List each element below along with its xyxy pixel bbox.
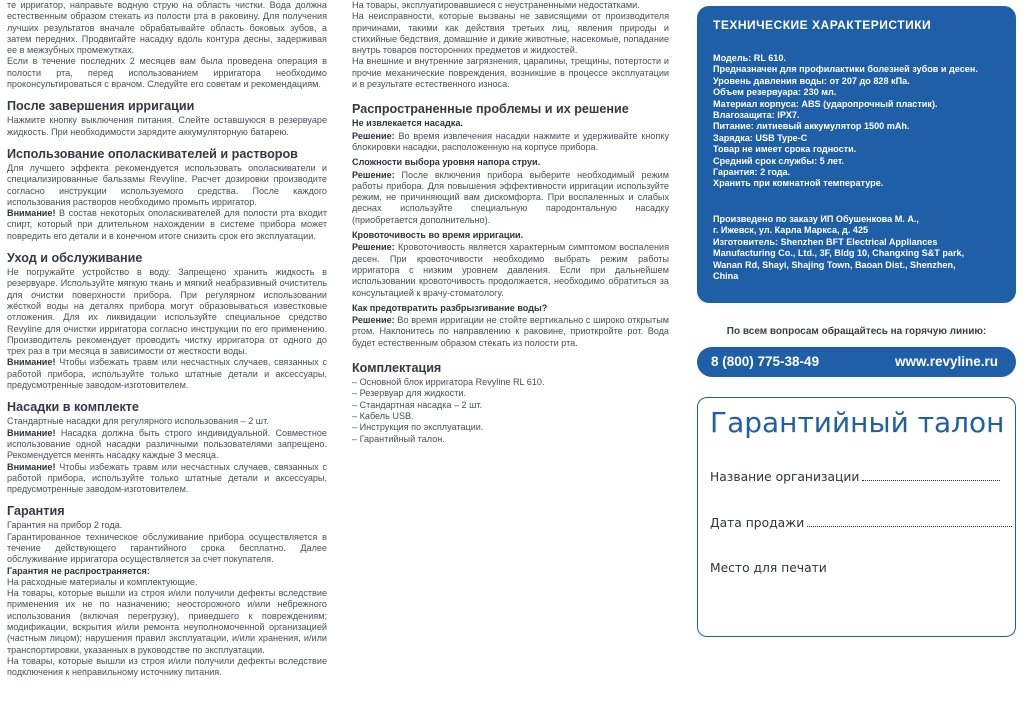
warning-paragraph [7, 357, 327, 391]
manufacturer-line: Manufacturing Co., Ltd., 3F, Bldg 10, Changxing S&T park, [713, 248, 965, 259]
stamp-field [710, 561, 827, 575]
manufacturer-line: China [713, 270, 739, 281]
warranty-card [697, 397, 1016, 637]
paragraph: На товары, которые вышли из строя и/или получили дефекты вследствие подключения к неправильному источнику питания. [7, 655, 327, 678]
instructions-column-1 [7, 0, 327, 679]
spec-line: Хранить при комнатной температуре. [713, 178, 884, 189]
paragraph: Гарантия на прибор 2 года. [7, 520, 123, 531]
not-covered-label: Гарантия не распространяется: [7, 565, 150, 576]
list-item: – Стандартная насадка – 2 шт. [352, 399, 483, 410]
warning-paragraph [7, 428, 327, 462]
spec-line: Уровень давления воды: от 207 до 828 кПа. [713, 75, 910, 86]
solution-text: Кровоточивость является характерным симптомом воспаления десен. При кровоточивости необходимо выбрать режим работы ирригатора с низким уровнем давления. Если при дальнейшем использовании кровоточивость продолжается, необходимо обратиться за консультацией к врачу-стоматологу. [352, 242, 669, 298]
hotline-phone[interactable]: 8 (800) 775-38-49 [711, 354, 820, 369]
section-title-warranty: Гарантия [7, 504, 65, 519]
section-title-problems: Распространенные проблемы и их решение [352, 102, 629, 117]
manufacturer-line: Wanan Rd, Shayi, Shajing Town, Baoan Dist., Shenzhen, [713, 259, 956, 270]
paragraph: На товары, эксплуатировавшиеся с неустраненными недостатками. [352, 0, 640, 10]
solution-label: Решение: [352, 130, 395, 141]
warranty-card-title: Гарантийный талон [710, 406, 1005, 439]
problem-answer [352, 170, 669, 226]
warning-label: Внимание! [7, 461, 56, 472]
paragraph [7, 566, 327, 577]
paragraph: Стандартные насадки для регулярного использования – 2 шт. [7, 416, 269, 427]
problem-answer [352, 242, 669, 298]
paragraph: Если в течение последних 2 месяцев вам была проведена операция в полости рта, перед использованием ирригатора необходимо проконсультироваться с врачом. Следуйте его советам и рекомендациям. [7, 56, 327, 90]
specs-title: ТЕХНИЧЕСКИЕ ХАРАКТЕРИСТИКИ [713, 18, 932, 32]
problem-answer [352, 131, 669, 154]
paragraph: Не погружайте устройство в воду. Запрещено хранить жидкость в резервуаре. Используйте мягкую ткань и мягкий неабразивный очиститель для очистки поверхности прибора. При регулярном использовании жёсткой воды на деталях прибора могут образовываться известковые отложения. Для их ликвидации используйте специальное средство Revyline для очистки ирригатора согласно инструкции по его применению. Производитель рекомендует проводить чистку ирригатора от одного до трех раз в три месяца в зависимости от жесткости воды. [7, 267, 327, 357]
paragraph: На неисправности, которые вызваны не зависящими от производителя причинами, такими как действия третьих лиц, явления природы и стихийные бедствия, домашние и дикие животные, насекомые, попадание внутрь товаров посторонних предметов и жидкостей. [352, 11, 669, 56]
solution-text: Во время ирригации не стойте вертикально с широко открытым ртом. Наклонитесь по направлению к раковине, приоткройте рот. Вода будет естественным образом стекать из полости рта. [352, 315, 669, 348]
problem-item [352, 157, 669, 226]
paragraph: Для лучшего эффекта рекомендуется использовать ополаскиватели и специализированные бальзамы Revyline. Расчет дозировки производите согласно инструкции используемого средства. После каждого использования растворов необходимо промыть ирригатор. [7, 162, 327, 207]
warning-label: Внимание! [7, 427, 56, 438]
paragraph: На расходные материалы и комплектующие. [7, 576, 198, 587]
solution-label: Решение: [352, 242, 395, 253]
problem-question: Как предотвратить разбрызгивание воды? [352, 302, 548, 313]
spec-line: Предназначен для профилактики болезней зубов и десен. [713, 64, 978, 75]
warning-label: Внимание! [7, 357, 56, 368]
list-item: – Основной блок ирригатора Revyline RL 610. [352, 377, 545, 388]
list-item: – Кабель USB. [352, 410, 414, 421]
manufacturer-info [713, 214, 1000, 282]
problem-item [352, 303, 669, 349]
paragraph: те ирригатор, направьте водную струю на область чистки. Вода должна естественным образом стекать из полости рта в раковину. Для получения лучших результатов вначале обрабатывайте область боковых зубов, а затем передних. Продвигайте насадку вдоль контура десны, задерживая ее в межзубных промежутках. [7, 0, 327, 56]
solution-text: Во время извлечения насадки нажмите и удерживайте кнопку блокировки насадки, расположенную на корпусе прибора. [352, 130, 669, 152]
spec-line: Модель: RL 610. [713, 53, 786, 63]
specs-list [713, 53, 1000, 190]
section-title-rinse: Использование ополаскивателей и растворов [7, 146, 298, 161]
solution-label: Решение: [352, 169, 395, 180]
solution-text: После включения прибора выберите необходимый режим работы прибора. Для повышения эффективности ирригации используйте режим, не причиняющий вам дискомфорта. При воспаленных и слабых деснах используйте специальную пародонтальную насадку (приобретается дополнительно). [352, 169, 669, 225]
problem-question: Не извлекается насадка. [352, 118, 463, 129]
sale-date-field [710, 516, 1012, 530]
kit-list [352, 377, 669, 445]
paragraph: Гарантированное техническое обслуживание прибора осуществляется в течение действующего гарантийного срока бесплатно. Далее обслуживание ирригатора осуществляется за счет покупателя. [7, 531, 327, 565]
solution-label: Решение: [352, 315, 395, 326]
spec-line: Объем резервуара: 230 мл. [713, 87, 837, 98]
warning-text: Насадка должна быть строго индивидуальной. Совместное использование одной насадки различными пользователями запрещено. Рекомендуется менять насадку каждые 3 месяца. [7, 427, 327, 461]
paragraph: На внешние и внутренние загрязнения, царапины, трещины, потертости и прочие механические повреждения, возникшие в процессе эксплуатации и в результате естественного износа. [352, 56, 669, 90]
manufacturer-line: г. Ижевск, ул. Карла Маркса, д. 425 [713, 225, 869, 236]
spec-line: Материал корпуса: ABS (ударопрочный пластик). [713, 98, 938, 109]
warning-label: Внимание! [7, 208, 56, 219]
spec-line: Влагозащита: IPX7. [713, 110, 800, 121]
sale-date-fill-line [807, 525, 1012, 527]
spec-line: Товар не имеет срока годности. [713, 144, 857, 155]
list-item: – Резервуар для жидкости. [352, 388, 466, 399]
specs-panel [697, 6, 1016, 303]
instructions-column-2 [352, 0, 669, 445]
spec-line: Гарантия: 2 года. [713, 167, 791, 178]
hotline-label: По всем вопросам обращайтесь на горячую линию: [726, 326, 987, 337]
manufacturer-line: Изготовитель: Shenzhen BFT Electrical Appliances [713, 236, 938, 247]
organization-field [710, 470, 1000, 484]
list-item: – Гарантийный талон. [352, 433, 445, 444]
warning-text: В состав некоторых ополаскивателей для полости рта входит спирт, который при длительном нахождении в системе прибора может повредить его детали и в конечном итоге снизить срок его эксплуатации. [7, 208, 327, 241]
paragraph: Нажмите кнопку выключения питания. Слейте оставшуюся в резервуаре жидкость. При необходимости зарядите аккумуляторную батарею. [7, 115, 327, 137]
problem-item [352, 118, 669, 153]
hotline-bar [697, 347, 1016, 377]
website-link[interactable]: www.revyline.ru [894, 354, 998, 369]
section-title-care: Уход и обслуживание [7, 251, 143, 266]
list-item: – Инструкция по эксплуатации. [352, 422, 484, 433]
spec-line: Питание: литиевый аккумулятор 1500 mAh. [713, 121, 910, 132]
section-title-kit: Комплектация [352, 361, 442, 376]
problem-answer [352, 315, 669, 349]
section-title-after-irrigation: После завершения ирригации [7, 99, 195, 114]
problem-question: Сложности выбора уровня напора струи. [352, 157, 541, 168]
warning-text: Чтобы избежать травм или несчастных случаев, связанных с работой прибора, используйте только штатные детали и аксессуары, предусмотренные заводом-изготовителем. [7, 357, 327, 391]
warning-paragraph [7, 462, 327, 496]
warning-text: Чтобы избежать травм или несчастных случаев, связанных с работой прибора, используйте только штатные детали и аксессуары, предусмотренные заводом-изготовителем. [7, 461, 327, 495]
paragraph: На товары, которые вышли из строя и/или получили дефекты вследствие применения их не по назначению; неосторожного и/или небрежного использования (включая перегрузку), приведшего к повреждениям; модификации, вскрытия и/или ремонта неуполномоченной организацией (частным лицом); нарушения правил эксплуатации, и/или хранения, и/или транспортировки, указанных в руководстве по эксплуатации. [7, 588, 327, 655]
problem-question: Кровоточивость во время ирригации. [352, 230, 524, 241]
problem-item [352, 230, 669, 299]
manufacturer-line: Произведено по заказу ИП Обушенкова М. А., [713, 213, 919, 224]
organization-fill-line [862, 479, 1000, 481]
warning-paragraph [7, 208, 327, 242]
stamp-label: Место для печати [710, 561, 827, 575]
organization-label: Название организации [710, 470, 860, 484]
sale-date-label: Дата продажи [710, 516, 805, 530]
spec-line: Зарядка: USB Type-C [713, 132, 808, 143]
section-title-nozzles: Насадки в комплекте [7, 400, 139, 415]
spec-line: Средний срок службы: 5 лет. [713, 155, 845, 166]
